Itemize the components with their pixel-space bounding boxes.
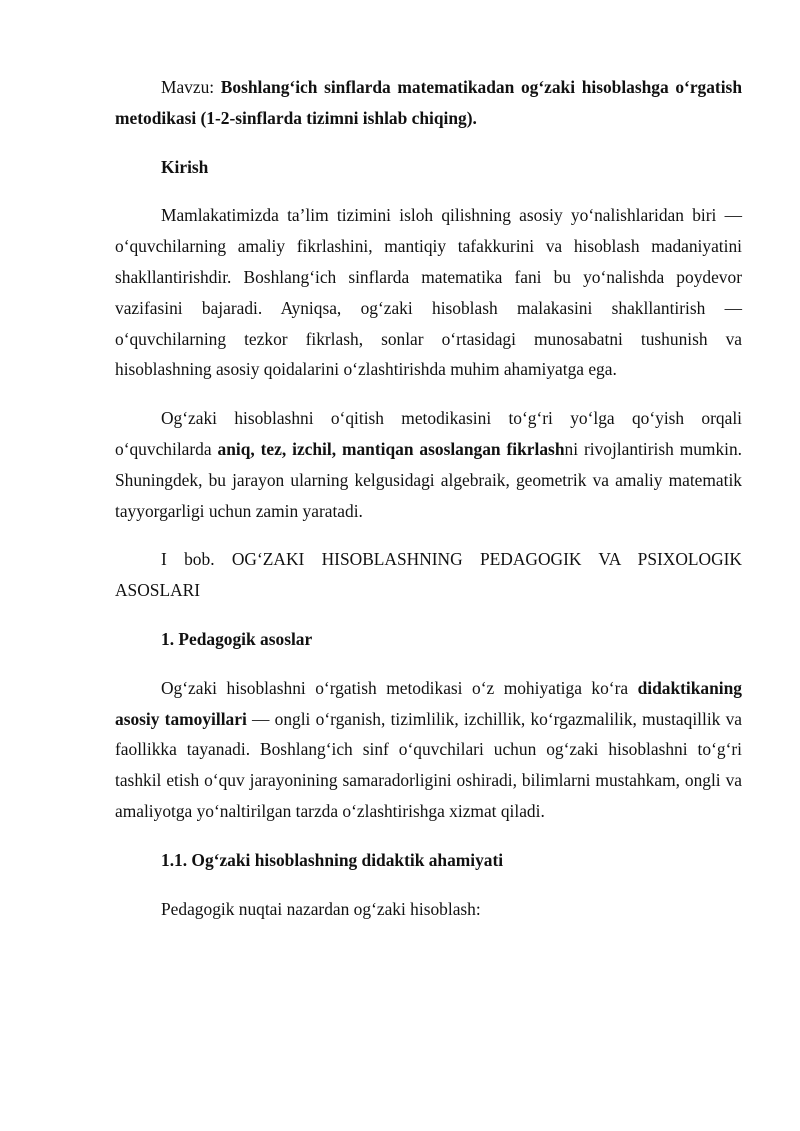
section-1-1-heading: 1.1. Og‘zaki hisoblashning didaktik ahamiyati (161, 849, 504, 870)
section-1-paragraph (115, 673, 742, 827)
intro-heading: Kirish (161, 156, 209, 177)
section-1-paragraph-emphasis: didaktikaning asosiy tamoyillari (115, 677, 742, 729)
section-1-paragraph-text: Og‘zaki hisoblashni o‘rgatish metodikasi o‘z mohiyatiga ko‘ra (161, 677, 638, 698)
intro-paragraph-2-text: Og‘zaki hisoblashni o‘qitish metodikasini to‘g‘ri yo‘lga qo‘yish orqali o‘quvchilarda (115, 408, 742, 459)
section-1-1-intro: Pedagogik nuqtai nazardan og‘zaki hisoblash: (161, 898, 481, 919)
intro-paragraph-1: Mamlakatimizda ta’lim tizimini isloh qilishning asosiy yo‘nalishlaridan biri — o‘quvchilarning amaliy fikrlashini, mantiqiy tafakkurini va hisoblash madaniyatini shakllantirishdir. Boshlang‘ich sinflarda matematika fani bu yo‘nalishda poydevor vazifasini bajaradi. Ayniqsa, og‘zaki hisoblash malakasini shakllantirish — o‘quvchilarning tezkor fikrlash, sonlar o‘rtasidagi munosabatni tushunish va hisoblashning asosiy qoidalarini o‘zlashtirishda muhim ahamiyatga ega. (115, 205, 742, 380)
section-1-paragraph-text-end: — ongli o‘rganish, tizimlilik, izchillik, ko‘rgazmalilik, mustaqillik va faollikka tayanadi. Boshlang‘ich sinf o‘quvchilari uchun og‘zaki hisoblashni to‘g‘ri tashkil etish o‘quv jarayonining samaradorligini oshiradi, bilimlarni mustahkam, ongli va amaliyotga yo‘naltirilgan tarzda o‘zlashtirishga xizmat qiladi. (115, 708, 742, 821)
intro-paragraph-2-text-end: ni rivojlantirish mumkin. Shuningdek, bu jarayon ularning kelgusidagi algebraik, geometrik va amaliy matematik tayyorgarligi uchun zamin yaratadi. (115, 438, 743, 521)
chapter-title: I bob. OG‘ZAKI HISOBLASHNING PEDAGOGIK VA PSIXOLOGIK ASOSLARI (115, 549, 742, 601)
intro-paragraph-2-emphasis: aniq, tez, izchil, mantiqan asoslangan fikrlash (217, 438, 565, 459)
topic-label: Mavzu: (161, 77, 215, 97)
intro-paragraph-2 (115, 403, 742, 526)
topic-title: Boshlang‘ich sinflarda matematikadan og‘zaki hisoblashga o‘rgatish metodikasi (1-2-sinflarda tizimni ishlab chiqing). (115, 77, 742, 128)
topic-line (115, 72, 742, 134)
section-1-heading: 1. Pedagogik asoslar (161, 628, 313, 649)
